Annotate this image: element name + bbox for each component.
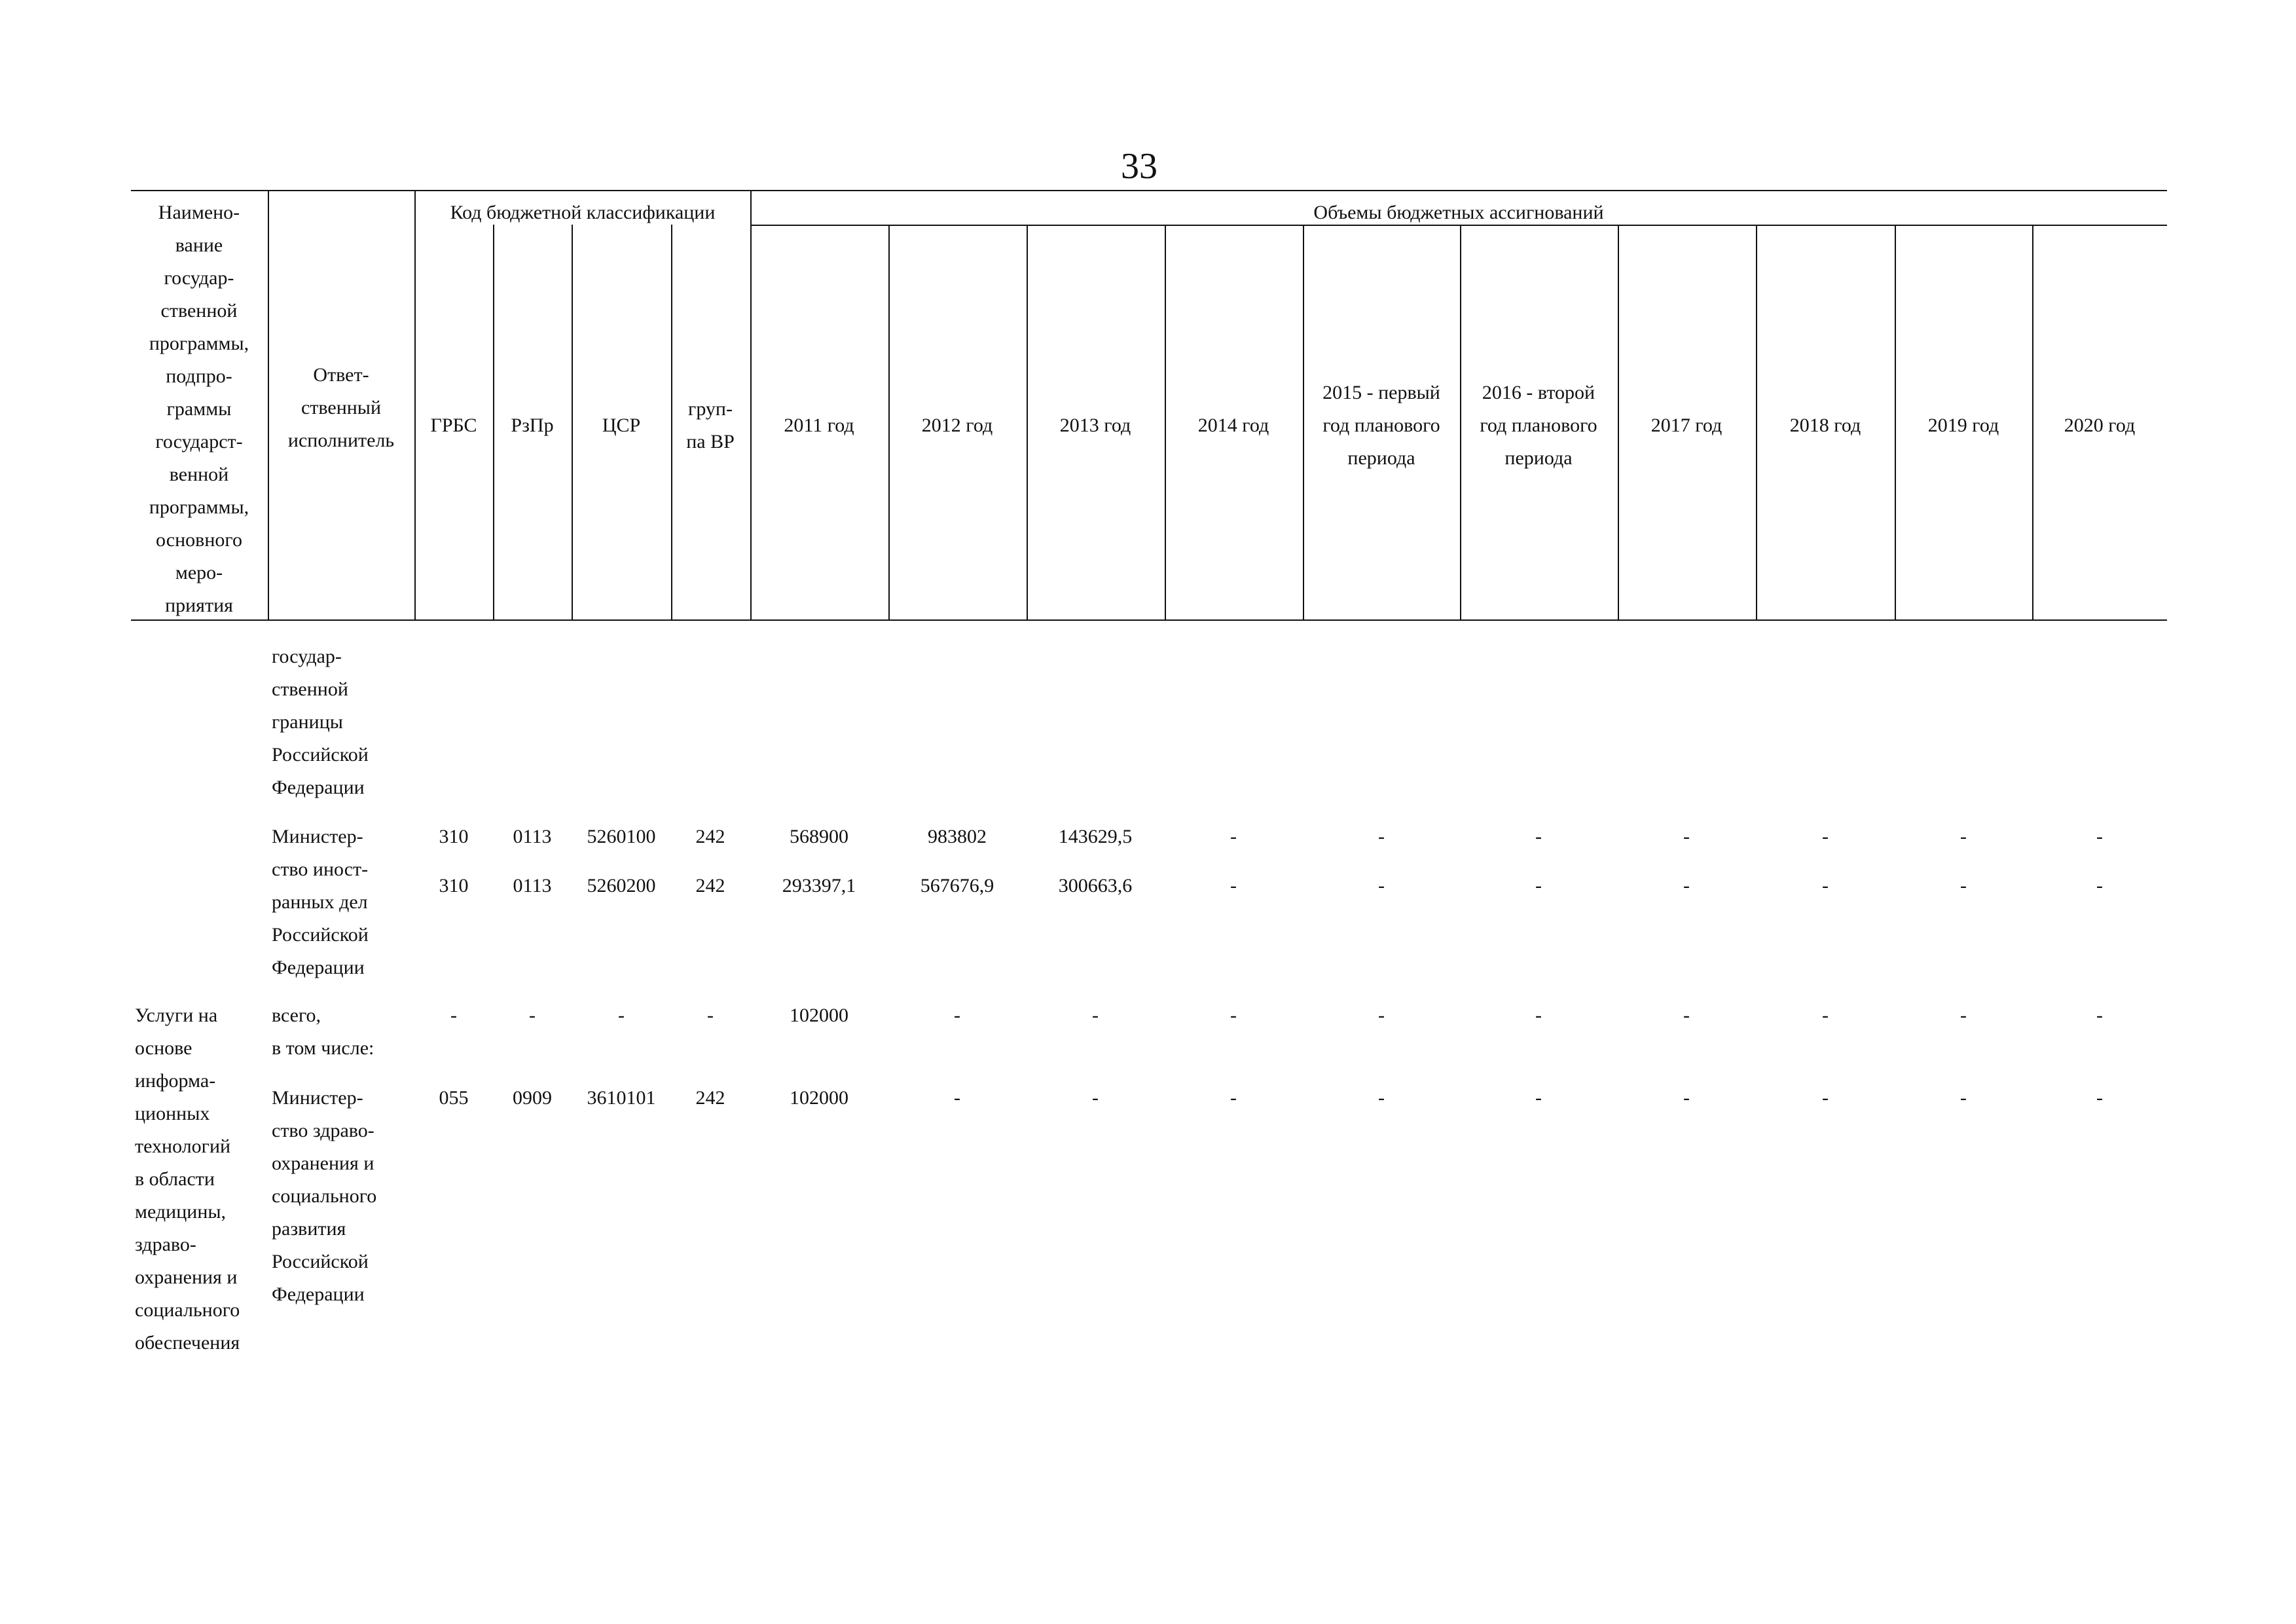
value-cell: 983802 (928, 826, 987, 847)
value-cell: - (2096, 826, 2103, 847)
header-year: 2013 год (1059, 415, 1131, 436)
value-cell: - (1378, 1087, 1385, 1109)
header-year: 2017 год (1650, 415, 1722, 436)
csr-cell: 3610101 (587, 1087, 656, 1109)
vr-cell: 242 (695, 875, 725, 896)
total-label: всего, в том числе: (272, 1005, 374, 1059)
header-year: 2020 год (2064, 415, 2136, 436)
value-cell: 300663,6 (1058, 875, 1133, 896)
header-rzpr: РзПр (511, 415, 554, 436)
value-cell: - (1535, 875, 1542, 896)
csr-cell: 5260100 (587, 826, 656, 847)
header-name-col: Наимено- вание государ- ственной программы, подпро- граммы государст- венной программы, основного меро- приятия (149, 202, 249, 616)
rzpr-cell: 0113 (513, 826, 552, 847)
header-year: 2019 год (1927, 415, 1999, 436)
value-cell: - (1822, 875, 1829, 896)
value-cell: - (1378, 1005, 1385, 1026)
header-year: 2018 год (1789, 415, 1861, 436)
page-number: 33 (1121, 146, 1157, 187)
vr-cell: 242 (695, 826, 725, 847)
rzpr-cell: 0909 (513, 1087, 552, 1109)
rzpr-cell: - (529, 1005, 536, 1026)
measure-name-cell: Услуги на основе информа- ционных технологий в области медицины, здраво- охранения и социального обеспечения (135, 1005, 240, 1354)
header-year: 2011 год (784, 415, 854, 436)
vr-cell: - (707, 1005, 714, 1026)
value-cell: - (1683, 1087, 1690, 1109)
value-cell: - (1230, 875, 1237, 896)
header-code-group: Код бюджетной классификации (450, 202, 716, 223)
value-cell: - (1960, 875, 1967, 896)
header-year: 2016 - второй год планового периода (1480, 382, 1597, 469)
header-csr: ЦСР (602, 415, 641, 436)
value-cell: - (1822, 826, 1829, 847)
value-cell: - (1960, 1005, 1967, 1026)
value-cell: - (1822, 1087, 1829, 1109)
executor-cell: государ- ственной границы Российской Федерации (272, 646, 369, 798)
value-cell: - (1535, 1087, 1542, 1109)
value-cell: - (1092, 1005, 1099, 1026)
value-cell: - (2096, 1087, 2103, 1109)
header-year: 2012 год (921, 415, 993, 436)
header-executor-col: Ответ- ственный исполнитель (287, 364, 395, 451)
value-cell: - (1683, 875, 1690, 896)
executor-cell: Министер- ство здраво- охранения и социального развития Российской Федерации (272, 1087, 377, 1305)
value-cell: 568900 (790, 826, 848, 847)
value-cell: - (1092, 1087, 1099, 1109)
value-cell: - (1960, 826, 1967, 847)
value-cell: - (1822, 1005, 1829, 1026)
value-cell: 102000 (790, 1087, 848, 1109)
value-cell: - (1683, 826, 1690, 847)
value-cell: 102000 (790, 1005, 848, 1026)
header-volume-group: Объемы бюджетных ассигнований (1313, 202, 1604, 223)
grbs-cell: 310 (439, 875, 469, 896)
value-cell: - (1683, 1005, 1690, 1026)
value-cell: - (1378, 875, 1385, 896)
grbs-cell: 055 (439, 1087, 469, 1109)
value-cell: - (1960, 1087, 1967, 1109)
header-top-rule (131, 190, 2167, 191)
header-bottom-rule (131, 619, 2167, 621)
rzpr-cell: 0113 (513, 875, 552, 896)
value-cell: - (954, 1087, 960, 1109)
header-year: 2014 год (1197, 415, 1269, 436)
executor-cell: Министер- ство иност- ранных дел Российской Федерации (272, 826, 369, 978)
value-cell: - (2096, 1005, 2103, 1026)
vr-cell: 242 (695, 1087, 725, 1109)
value-cell: - (1378, 826, 1385, 847)
value-cell: - (1230, 1005, 1237, 1026)
value-cell: - (1230, 826, 1237, 847)
header-grbs: ГРБС (430, 415, 477, 436)
header-year: 2015 - первый год планового периода (1322, 382, 1440, 469)
value-cell: - (2096, 875, 2103, 896)
value-cell: - (1535, 1005, 1542, 1026)
value-cell: 567676,9 (920, 875, 994, 896)
grbs-cell: 310 (439, 826, 469, 847)
value-cell: 143629,5 (1058, 826, 1133, 847)
value-cell: - (1230, 1087, 1237, 1109)
header-vr: груп- па ВР (686, 398, 735, 452)
value-cell: - (1535, 826, 1542, 847)
value-cell: - (954, 1005, 960, 1026)
csr-cell: - (618, 1005, 625, 1026)
csr-cell: 5260200 (587, 875, 656, 896)
grbs-cell: - (450, 1005, 457, 1026)
value-cell: 293397,1 (782, 875, 856, 896)
